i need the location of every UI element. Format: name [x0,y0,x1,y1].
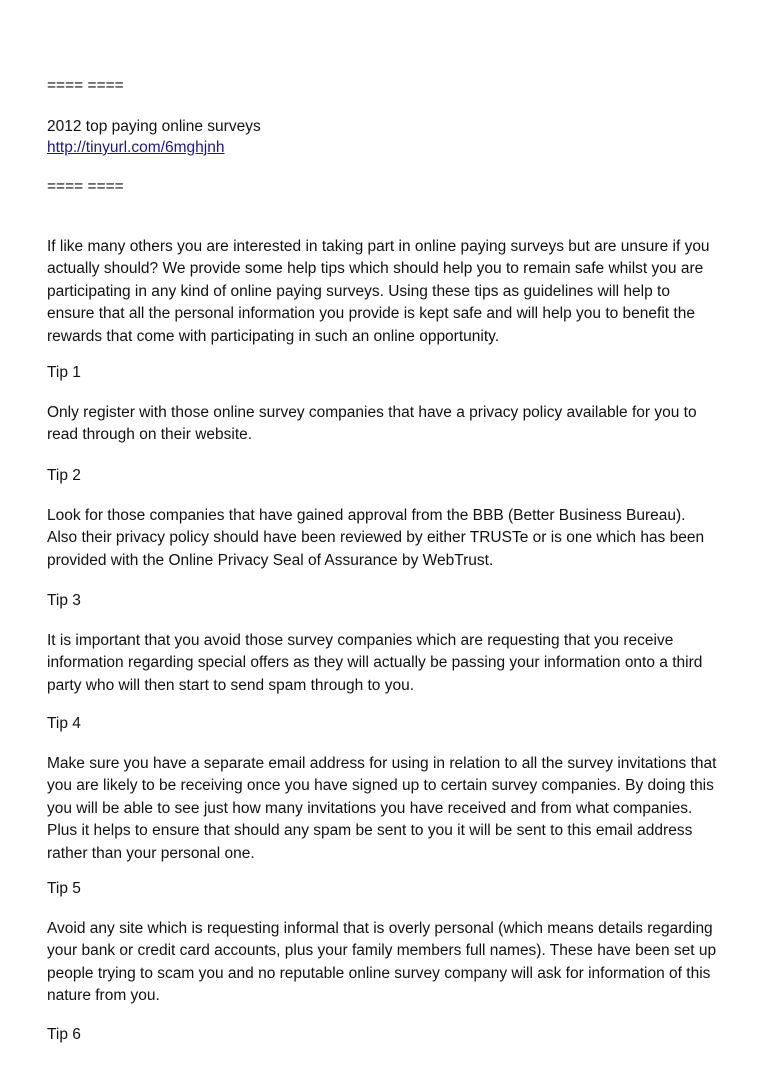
tip-1-body [47,402,747,447]
tip-line: Only register with those online survey companies that have a privacy policy available for you to [47,404,697,421]
tip-4-heading: Tip 4 [47,715,81,732]
intro-line: participating in any kind of online paying surveys. Using these tips as guidelines will help to [47,282,670,300]
separator-bottom: ==== ==== [47,178,124,195]
tip-6-heading: Tip 6 [47,1026,81,1043]
tip-line: you are likely to be receiving once you have signed up to certain survey companies. By doing this [47,777,714,795]
tip-line: provided with the Online Privacy Seal of Assurance by WebTrust. [47,551,494,569]
tip-3-heading: Tip 3 [47,592,81,609]
tip-1-heading: Tip 1 [47,364,81,381]
tip-4-body [47,753,747,865]
separator-top: ==== ==== [47,77,124,94]
tip-line: people trying to scam you and no reputable online survey company will ask for information of this [47,964,711,982]
tip-line: Plus it helps to ensure that should any spam be sent to you it will be sent to this email address [47,822,693,840]
tip-line: you will be able to see just how many invitations you have received and from what companies. [47,799,693,817]
tip-line: read through on their website. [47,426,253,444]
tip-line: rather than your personal one. [47,844,255,862]
tip-line: nature from you. [47,987,160,1005]
tip-line: Avoid any site which is requesting informal that is overly personal (which means details regarding [47,920,713,937]
intro-line: actually should? We provide some help tips which should help you to remain safe whilst you are [47,260,704,278]
promo-link[interactable]: http://tinyurl.com/6mghjnh [47,139,225,156]
tip-line: Make sure you have a separate email address for using in relation to all the survey invitations that [47,755,717,772]
intro-line: If like many others you are interested in taking part in online paying surveys but are unsure if you [47,238,710,255]
tip-5-heading: Tip 5 [47,880,81,897]
tip-2-heading: Tip 2 [47,467,81,484]
tip-line: Look for those companies that have gained approval from the BBB (Better Business Bureau). [47,507,686,524]
tip-line: information regarding special offers as they will actually be passing your information onto a third [47,654,703,672]
intro-paragraph [47,236,747,348]
document-title: 2012 top paying online surveys [47,118,261,135]
tip-line: your bank or credit card accounts, plus your family members full names). These have been set up [47,942,717,960]
tip-line: It is important that you avoid those survey companies which are requesting that you receive [47,632,674,649]
intro-line: rewards that come with participating in such an online opportunity. [47,327,500,345]
intro-line: ensure that all the personal information you provide is kept safe and will help you to benefit the [47,305,695,323]
tip-2-body [47,505,747,572]
tip-line: Also their privacy policy should have been reviewed by either TRUSTe or is one which has been [47,529,705,547]
tip-3-body [47,630,747,697]
tip-5-body [47,918,747,1008]
tip-line: party who will then start to send spam through to you. [47,676,415,694]
